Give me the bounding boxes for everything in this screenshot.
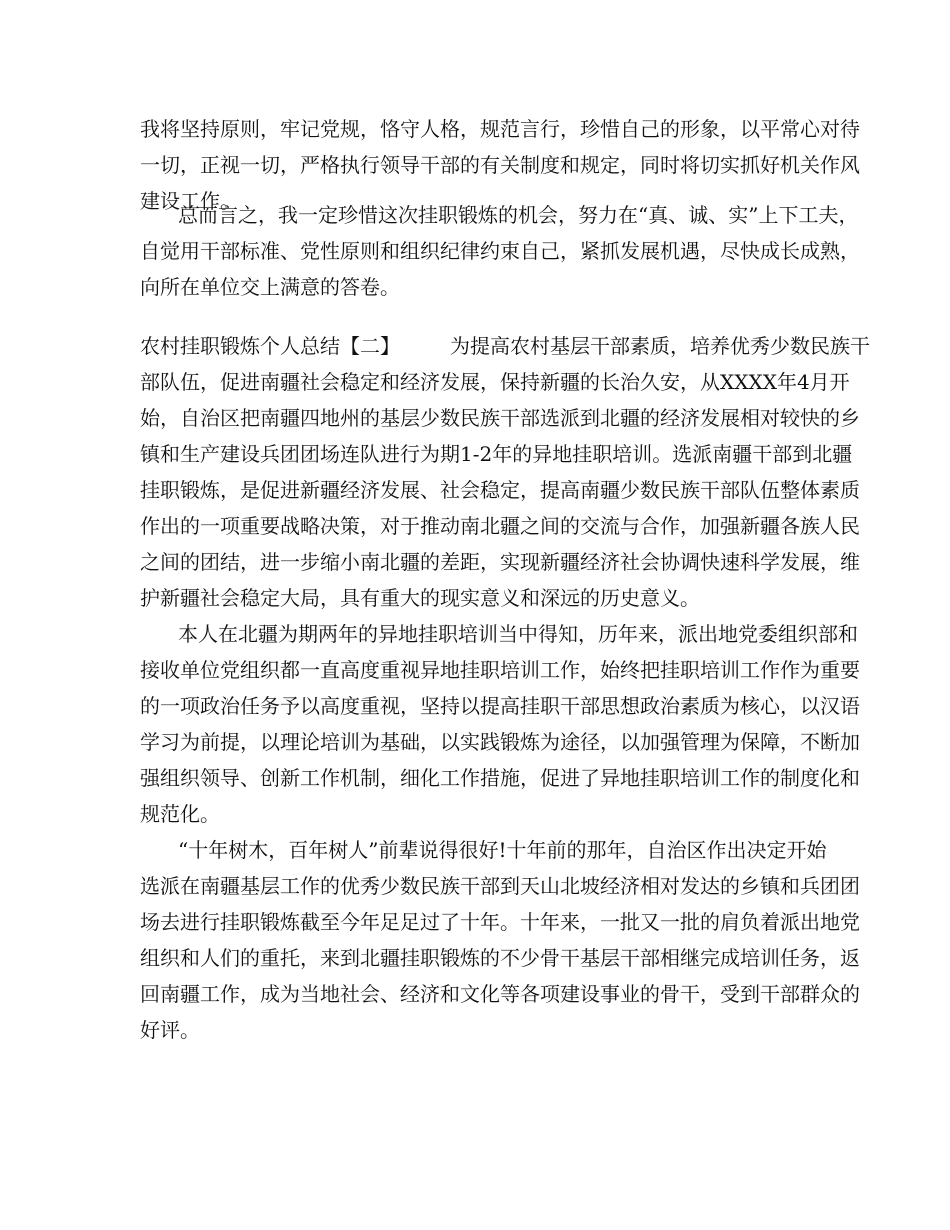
- text-line: “十年树木，百年树人”前辈说得很好!十年前的那年，自治区作出决定开始: [178, 838, 827, 862]
- text-line: 之间的团结，进一步缩小南北疆的差距，实现新疆经济社会协调快速科学发展，维: [140, 550, 860, 574]
- text-line: 接收单位党组织都一直高度重视异地挂职培训工作，始终把挂职培训工作作为重要: [140, 658, 860, 682]
- text-line: 挂职锻炼，是促进新疆经济发展、社会稳定，提高南疆少数民族干部队伍整体素质: [140, 478, 860, 502]
- text-line: 组织和人们的重托，来到北疆挂职锻炼的不少骨干基层干部相继完成培训任务，返: [140, 946, 860, 970]
- text-line: 学习为前提，以理论培训为基础，以实践锻炼为途径，以加强管理为保障，不断加: [140, 730, 860, 754]
- text-line: 回南疆工作，成为当地社会、经济和文化等各项建设事业的骨干，受到干部群众的: [140, 982, 860, 1006]
- text-line: 建设工作。: [140, 189, 240, 213]
- text-line: 总而言之，我一定珍惜这次挂职锻炼的机会，努力在“真、诚、实”上下工夫，: [178, 203, 859, 227]
- text-line: 护新疆社会稳定大局，具有重大的现实意义和深远的历史意义。: [140, 586, 700, 610]
- text-line: 自觉用干部标准、党性原则和组织纪律约束自己，紧抓发展机遇，尽快成长成熟，: [140, 239, 860, 263]
- text-line: 选派在南疆基层工作的优秀少数民族干部到天山北坡经济相对发达的乡镇和兵团团: [140, 874, 860, 898]
- text-line: 部队伍，促进南疆社会稳定和经济发展，保持新疆的长治久安，从XXXX年4月开: [140, 370, 850, 394]
- text-line: 的一项政治任务予以高度重视，坚持以提高挂职干部思想政治素质为核心，以汉语: [140, 694, 860, 718]
- text-line: 我将坚持原则，牢记党规，恪守人格，规范言行，珍惜自己的形象，以平常心对待: [140, 117, 860, 141]
- text-line: 一切，正视一切，严格执行领导干部的有关制度和规定，同时将切实抓好机关作风: [140, 153, 860, 177]
- text-line: 场去进行挂职锻炼截至今年足足过了十年。十年来，一批又一批的肩负着派出地党: [140, 910, 860, 934]
- text-line: 规范化。: [140, 802, 220, 826]
- text-line: 好评。: [140, 1018, 200, 1042]
- text-line: 向所在单位交上满意的答卷。: [140, 275, 400, 299]
- text-line: 强组织领导、创新工作机制，细化工作措施，促进了异地挂职培训工作的制度化和: [140, 766, 860, 790]
- text-line: 作出的一项重要战略决策，对于推动南北疆之间的交流与合作，加强新疆各族人民: [140, 514, 860, 538]
- text-line: 镇和生产建设兵团团场连队进行为期1-2年的异地挂职培训。选派南疆干部到北疆: [140, 442, 853, 466]
- text-line: 本人在北疆为期两年的异地挂职培训当中得知，历年来，派出地党委组织部和: [178, 622, 858, 646]
- text-line: 始，自治区把南疆四地州的基层少数民族干部选派到北疆的经济发展相对较快的乡: [140, 406, 860, 430]
- section-heading-line: 农村挂职锻炼个人总结【二】 为提高农村基层干部素质，培养优秀少数民族干: [140, 334, 870, 358]
